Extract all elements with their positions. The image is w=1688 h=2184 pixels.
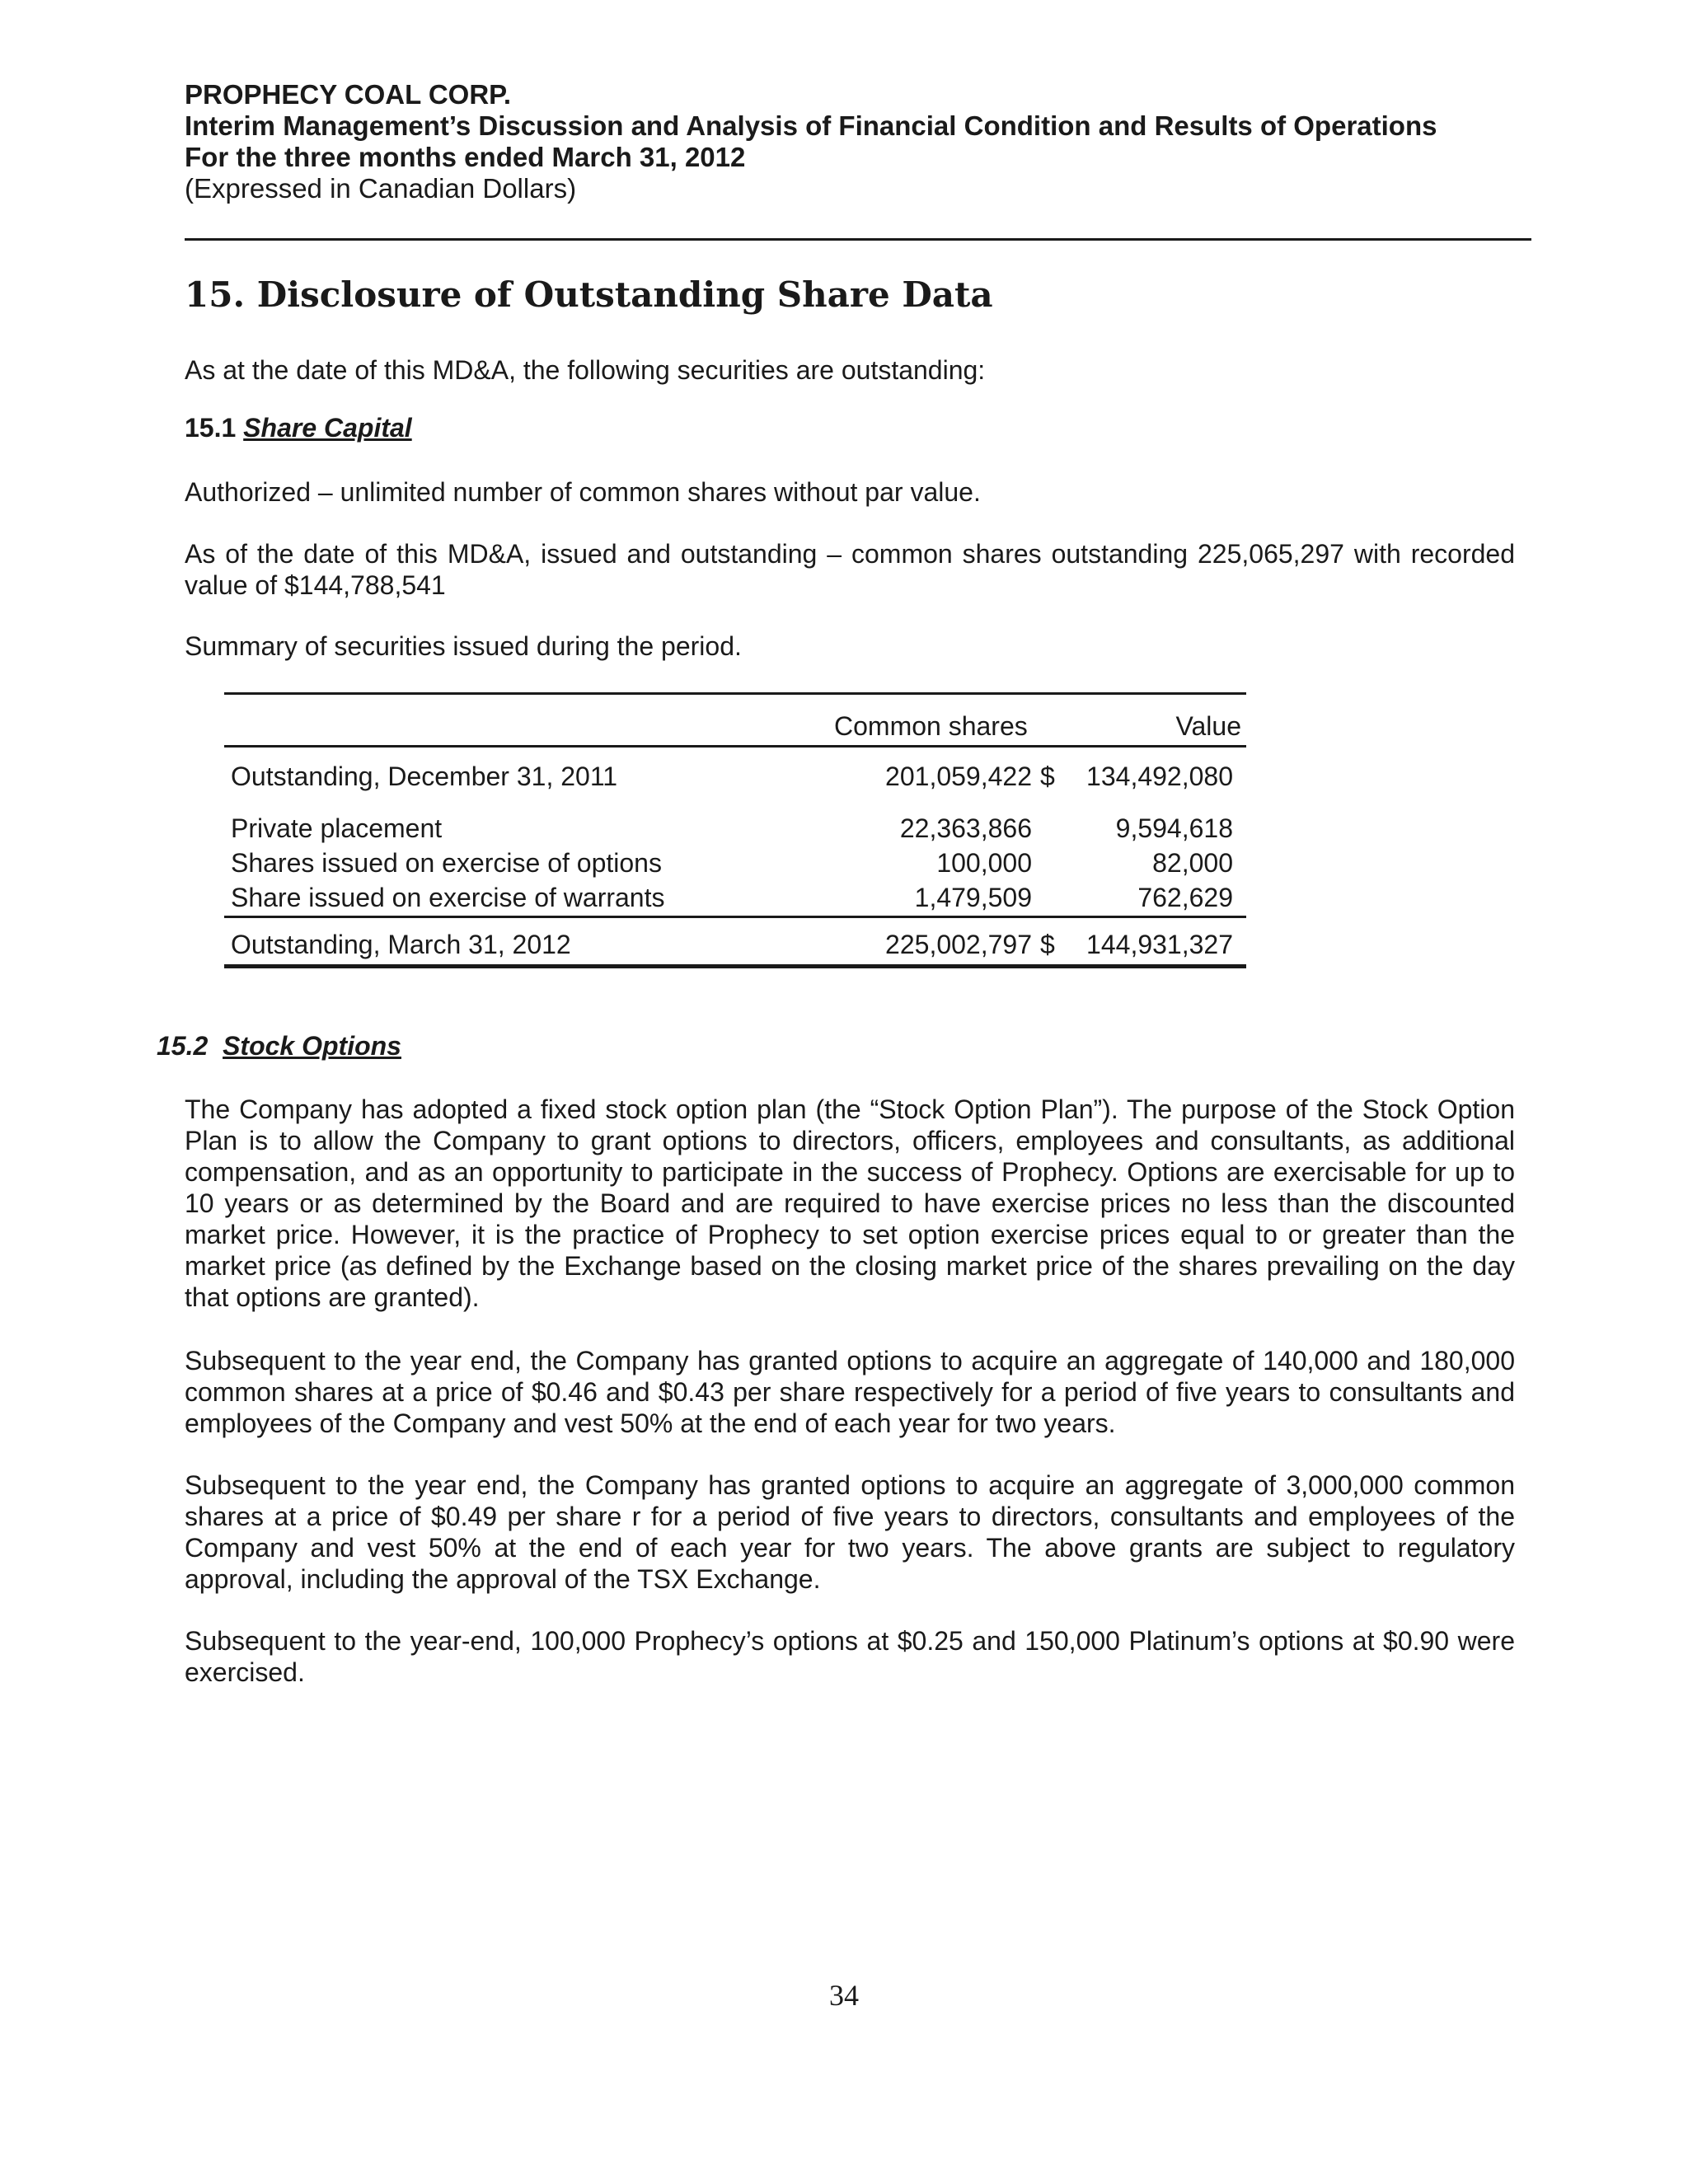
table-row-shares: 1,479,509 bbox=[914, 883, 1032, 912]
table-row-value: 762,629 bbox=[1137, 883, 1233, 912]
stock-options-title: Stock Options bbox=[223, 1031, 401, 1061]
table-row-label: Private placement bbox=[231, 813, 443, 843]
share-capital-number: 15.1 bbox=[185, 413, 237, 443]
table-row-shares: 22,363,866 bbox=[899, 813, 1032, 843]
table-row-label: Share issued on exercise of warrants bbox=[231, 883, 665, 912]
report-title: Interim Management’s Discussion and Analysis of Financial Condition and Results of Operations bbox=[185, 110, 1437, 141]
total-rule bbox=[224, 964, 1246, 968]
page-number: 34 bbox=[829, 1979, 859, 2012]
column-header-shares: Common shares bbox=[834, 711, 1028, 741]
section-title: 15. Disclosure of Outstanding Share Data bbox=[185, 274, 993, 315]
company-name: PROPHECY COAL CORP. bbox=[185, 79, 512, 110]
summary-text: Summary of securities issued during the period. bbox=[185, 631, 742, 661]
stock-options-paragraph: Subsequent to the year-end, 100,000 Prophecy’s options at $0.25 and 150,000 Platinum’s options at $0.90 were exercised. bbox=[185, 1626, 1515, 1687]
column-header-value: Value bbox=[1175, 711, 1241, 741]
table-row-value: 134,492,080 bbox=[1086, 762, 1233, 791]
section-intro: As at the date of this MD&A, the following securities are outstanding: bbox=[185, 355, 986, 385]
stock-options-paragraph: The Company has adopted a fixed stock option plan (the “Stock Option Plan”). The purpose of the Stock Option Plan is to allow the Company to grant options to directors, officers, employees and consultants, as additional compensation, and as an opportunity to participate in the success of Prophecy. Options are exercisable for up to 10 years or as determined by the Board and are required to have exercise prices no less than the discounted market price. However, it is the practice of Prophecy to set option exercise prices equal to or greater than the market price (as defined by the Exchange based on the closing market price of the shares prevailing on the day that options are granted). bbox=[185, 1094, 1515, 1312]
stock-options-paragraph: Subsequent to the year end, the Company has granted options to acquire an aggregate of 140,000 and 180,000 common shares at a price of $0.46 and $0.43 per share respectively for a period of five years to consultants and employees of the Company and vest 50% at the end of each year for two years. bbox=[185, 1346, 1515, 1438]
table-row-label: Shares issued on exercise of options bbox=[231, 848, 662, 878]
table-row-currency: $ bbox=[1040, 762, 1055, 791]
table-row-label: Outstanding, December 31, 2011 bbox=[231, 762, 618, 791]
currency-note: (Expressed in Canadian Dollars) bbox=[185, 173, 577, 204]
stock-options-number: 15.2 bbox=[157, 1031, 209, 1061]
share-capital-heading bbox=[185, 413, 412, 443]
table-row-value: 144,931,327 bbox=[1086, 930, 1233, 959]
table-row-shares: 100,000 bbox=[936, 848, 1032, 878]
document-header bbox=[185, 79, 1536, 204]
table-top-rule bbox=[224, 692, 1246, 695]
header-divider bbox=[185, 238, 1531, 241]
table-row-currency: $ bbox=[1040, 930, 1055, 959]
stock-options-paragraph: Subsequent to the year end, the Company has granted options to acquire an aggregate of 3,000,000 common shares at a price of $0.49 per share r for a period of five years to directors, consultants and employees of the Company and vest 50% at the end of each year for two years. The above grants are subject to regulatory approval, including the approval of the TSX Exchange. bbox=[185, 1470, 1515, 1594]
table-row-value: 9,594,618 bbox=[1115, 813, 1233, 843]
table-row-value: 82,000 bbox=[1152, 848, 1233, 878]
header-rule bbox=[224, 745, 1246, 748]
table-row-label: Outstanding, March 31, 2012 bbox=[231, 930, 571, 959]
stock-options-heading bbox=[157, 1031, 401, 1062]
issued-text: As of the date of this MD&A, issued and outstanding – common shares outstanding 225,065,297 with recorded value of $144,788,541 bbox=[185, 539, 1515, 600]
share-capital-title: Share Capital bbox=[243, 413, 412, 443]
table-row-shares: 201,059,422 bbox=[885, 762, 1032, 791]
table-row-shares: 225,002,797 bbox=[885, 930, 1032, 959]
report-period: For the three months ended March 31, 2012 bbox=[185, 142, 746, 172]
subtotal-rule bbox=[224, 916, 1246, 918]
authorized-text: Authorized – unlimited number of common shares without par value. bbox=[185, 477, 981, 507]
